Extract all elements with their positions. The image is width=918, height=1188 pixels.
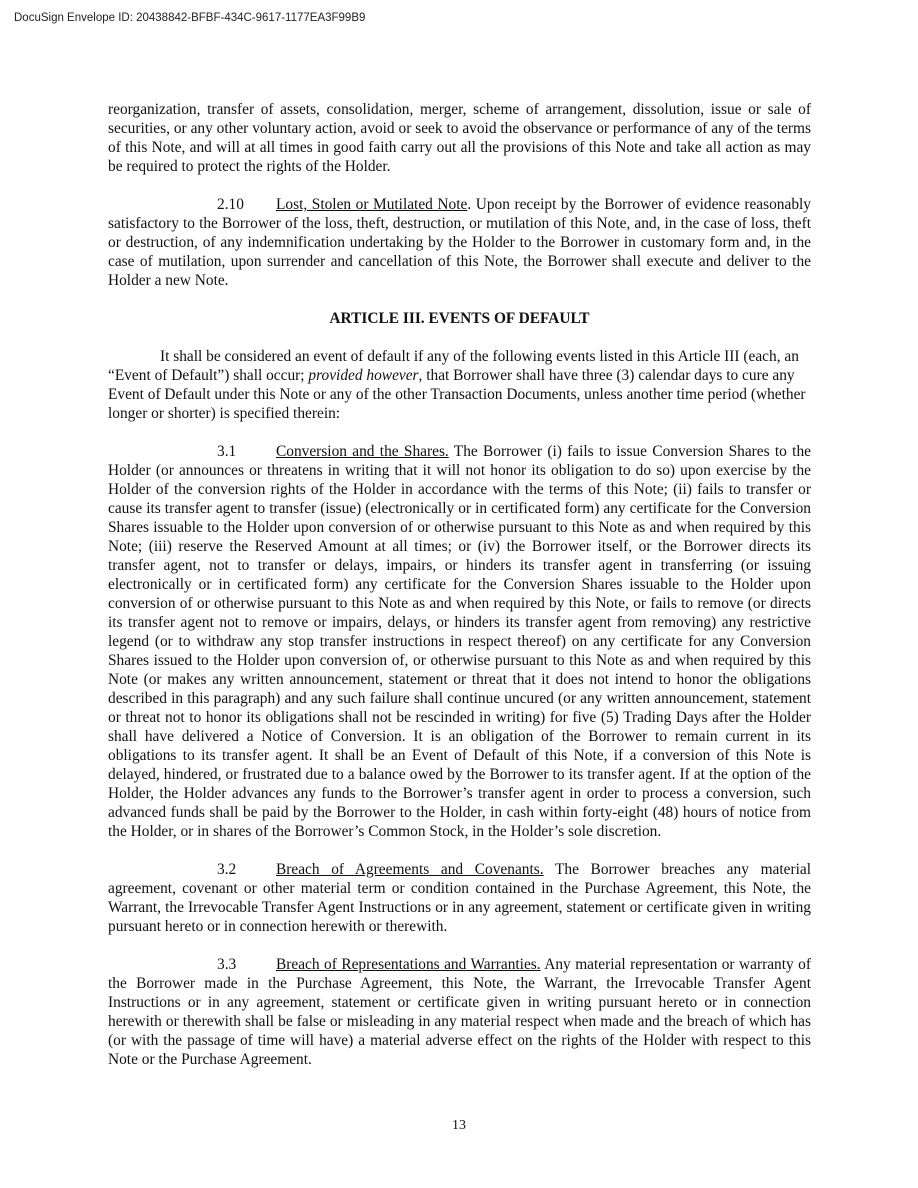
page-number: 13 <box>452 1118 466 1133</box>
intro-text: It shall be considered an event of default if any of the following events listed in this Article III (each, an “Event of Default”) shall occur; <box>108 348 799 384</box>
section-3-3 <box>108 955 811 1069</box>
continuation-paragraph: reorganization, transfer of assets, consolidation, merger, scheme of arrangement, dissolution, issue or sale of securities, or any other voluntary action, avoid or seek to avoid the observance or performance of any of the terms of this Note, and will at all times in good faith carry out all the provisions of this Note and take all action as may be required to protect the rights of the Holder. <box>108 101 811 175</box>
section-title: Breach of Agreements and Covenants. <box>276 861 544 878</box>
section-body: Any material representation or warranty of the Borrower made in the Purchase Agreement, this Note, the Warrant, the Irrevocable Transfer Agent Instructions or in any agreement, statement or certificate given in writing pursuant hereto or in connection herewith or therewith shall be false or misleading in any material respect when made and the breach of which has (or with the passage of time will have) a material adverse effect on the rights of the Holder with respect to this Note or the Purchase Agreement. <box>108 956 811 1068</box>
intro-text-rest: , that Borrower shall have three (3) calendar days to cure any Event of Default under this Note or any of the other Transaction Documents, unless another time period (whether longer or shorter) is specified therein: <box>108 367 806 422</box>
section-body: The Borrower (i) fails to issue Conversion Shares to the Holder (or announces or threatens in writing that it will not honor its obligation to do so) upon exercise by the Holder of the conversion rights of the Holder in accordance with the terms of this Note; (ii) fails to transfer or cause its transfer agent to transfer (issue) (electronically or in certificated form) any certificate for the Conversion Shares issuable to the Holder upon conversion of or otherwise pursuant to this Note as and when required by this Note; (iii) reserve the Reserved Amount at all times; or (iv) the Borrower itself, or the Borrower directs its transfer agent, not to transfer or delays, impairs, or hinders its transfer agent in transferring (or issuing electronically or in certificated form) any certificate for the Conversion Shares issuable to the Holder upon conversion of or otherwise pursuant to this Note as and when required by this Note, or fails to remove (or directs its transfer agent not to remove or impairs, delays, or hinders its transfer agent from removing) any restrictive legend (or to withdraw any stop transfer instructions in respect thereof) on any certificate for any Conversion Shares issued to the Holder upon conversion of, or otherwise pursuant to this Note as and when required by this Note (or makes any written announcement, statement or threat that it does not intend to honor the obligations described in this paragraph) and any such failure shall continue uncured (or any written announcement, statement or threat not to honor its obligations shall not be rescinded in writing) for five (5) Trading Days after the Holder shall have delivered a Notice of Conversion. It is an obligation of the Borrower to remain current in its obligations to its transfer agent. It shall be an Event of Default of this Note, if a conversion of this Note is delayed, hindered, or frustrated due to a balance owed by the Borrower to its transfer agent. If at the option of the Holder, the Holder advances any funds to the Borrower’s transfer agent in order to process a conversion, such advanced funds shall be paid by the Borrower to the Holder, in cash within forty-eight (48) hours of notice from the Holder, or in shares of the Borrower’s Common Stock, in the Holder’s sole discretion. <box>108 443 811 840</box>
section-body: The Borrower breaches any material agreement, covenant or other material term or condition contained in the Purchase Agreement, this Note, the Warrant, the Irrevocable Transfer Agent Instructions or in any agreement, statement or certificate given in writing pursuant hereto or in connection herewith or therewith. <box>108 861 811 935</box>
envelope-id: DocuSign Envelope ID: 20438842-BFBF-434C-9617-1177EA3F99B9 <box>14 12 366 24</box>
article-heading: ARTICLE III. EVENTS OF DEFAULT <box>329 310 590 327</box>
section-title: Conversion and the Shares. <box>276 443 449 460</box>
document-body <box>108 100 811 1088</box>
section-body: . Upon receipt by the Borrower of evidence reasonably satisfactory to the Borrower of the loss, theft, destruction, or mutilation of this Note, and, in the case of loss, theft or destruction, of any indemnification undertaking by the Holder to the Borrower in customary form and, in the case of mutilation, upon surrender and cancellation of this Note, the Borrower shall execute and deliver to the Holder a new Note. <box>108 196 811 289</box>
section-number: 3.1 <box>217 443 237 460</box>
section-title: Lost, Stolen or Mutilated Note <box>276 196 468 213</box>
section-3-1 <box>108 442 811 841</box>
section-number: 3.2 <box>217 861 237 878</box>
section-3-2 <box>108 860 811 936</box>
section-title: Breach of Representations and Warranties. <box>276 956 541 973</box>
section-2-10 <box>108 195 811 290</box>
article-intro <box>108 347 811 423</box>
section-number: 2.10 <box>217 196 244 213</box>
section-number: 3.3 <box>217 956 237 973</box>
intro-italic: provided however <box>308 367 419 384</box>
